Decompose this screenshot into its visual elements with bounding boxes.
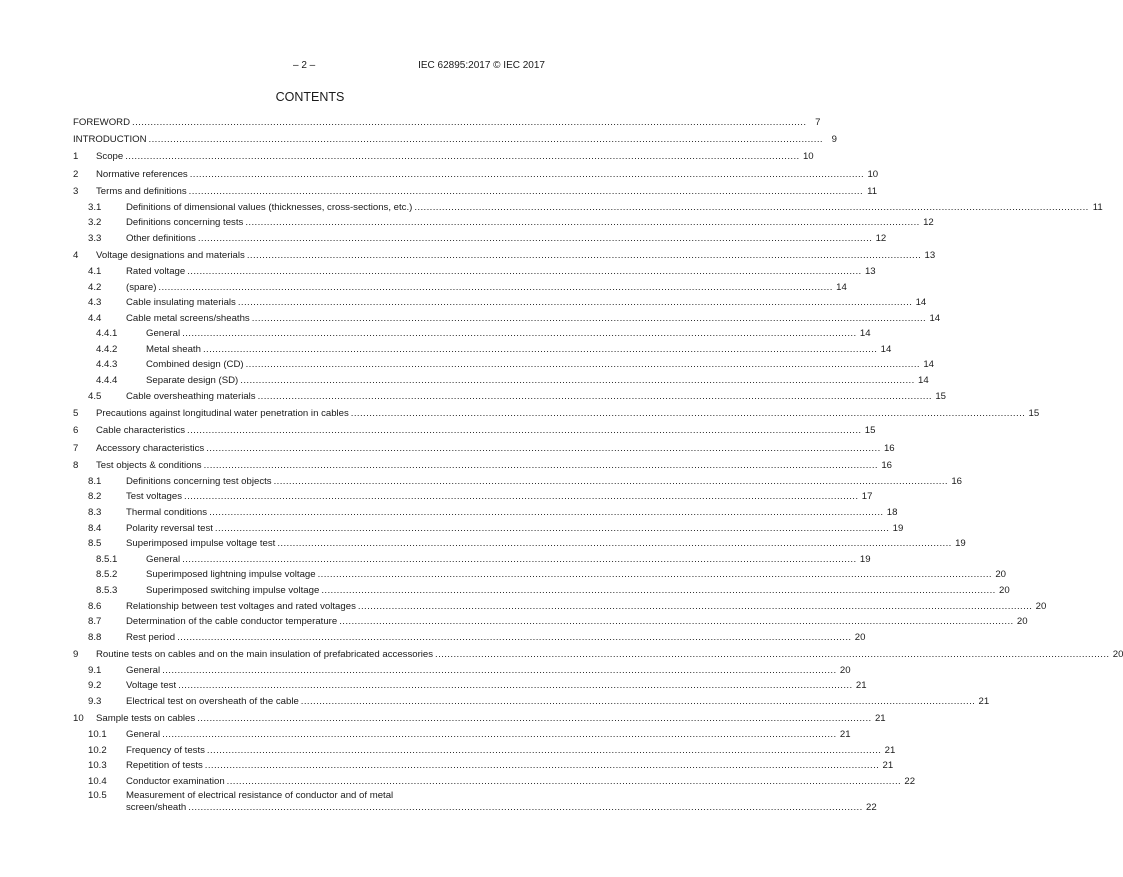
toc-leader-dots: ............................................................................................................................................................................................................................ bbox=[214, 522, 890, 534]
toc-entry-page: 15 bbox=[935, 390, 946, 402]
toc-entry[interactable] bbox=[73, 740, 896, 756]
toc-entry[interactable] bbox=[73, 213, 934, 229]
toc-leader-dots: ............................................................................................................................................................................................................................ bbox=[357, 600, 1033, 612]
toc-entry-page: 7 bbox=[815, 116, 821, 128]
toc-leader-dots: ............................................................................................................................................................................................................................ bbox=[277, 538, 952, 550]
toc-leader-dots: ............................................................................................................................................................................................................................ bbox=[182, 328, 857, 340]
toc-entry[interactable] bbox=[73, 129, 837, 145]
toc-entry-page: 21 bbox=[855, 680, 867, 692]
toc-entry-page: 12 bbox=[923, 217, 934, 229]
toc-entry-number: 9.1 bbox=[88, 664, 102, 676]
toc-entry-page: 17 bbox=[861, 491, 873, 503]
toc-entry[interactable] bbox=[73, 261, 876, 277]
toc-entry-title: General bbox=[146, 553, 181, 565]
toc-entry[interactable] bbox=[73, 756, 894, 772]
toc-leader-dots: ............................................................................................................................................................................................................................ bbox=[203, 460, 878, 472]
toc-entry-number: 10.3 bbox=[88, 760, 107, 772]
toc-entry[interactable] bbox=[73, 612, 1028, 628]
toc-entry-page: 20 bbox=[1035, 600, 1047, 612]
toc-entry-page: 21 bbox=[839, 728, 851, 740]
toc-entry-page: 21 bbox=[882, 760, 894, 772]
toc-entry-title: Sample tests on cables bbox=[96, 713, 196, 725]
toc-entry-number: 10.2 bbox=[88, 744, 107, 756]
toc-entry[interactable] bbox=[73, 787, 877, 813]
toc-entry-number: 3.1 bbox=[88, 201, 102, 213]
toc-entry-page: 14 bbox=[918, 375, 929, 387]
toc-entry-page: 11 bbox=[1092, 201, 1103, 213]
table-of-contents bbox=[73, 112, 1123, 813]
toc-entry-title: Test voltages bbox=[126, 491, 182, 503]
toc-entry[interactable] bbox=[73, 370, 929, 387]
toc-entry-number: 8.4 bbox=[88, 522, 102, 534]
toc-entry-title: Precautions against longitudinal water penetration in cables bbox=[96, 408, 349, 420]
toc-entry-number: 4.4.1 bbox=[96, 328, 118, 340]
toc-entry-number: 4.4.4 bbox=[96, 375, 118, 387]
toc-entry-title: Definitions concerning test objects bbox=[126, 475, 272, 487]
toc-entry[interactable] bbox=[73, 565, 1006, 581]
toc-entry-title: Voltage designations and materials bbox=[96, 250, 245, 262]
toc-entry[interactable] bbox=[73, 627, 866, 643]
toc-entry-page: 22 bbox=[866, 801, 877, 813]
toc-entry-title: Thermal conditions bbox=[126, 507, 208, 519]
page-number: – 2 – bbox=[293, 60, 316, 71]
toc-leader-dots: ............................................................................................................................................................................................................................ bbox=[206, 442, 881, 454]
toc-entry-number: 8.2 bbox=[88, 491, 102, 503]
toc-entry-title: Cable insulating materials bbox=[126, 297, 236, 309]
toc-entry[interactable] bbox=[73, 471, 962, 487]
toc-entry-number: 4.4 bbox=[88, 312, 102, 324]
toc-entry-number: 8 bbox=[73, 460, 79, 472]
toc-entry-number: 8.8 bbox=[88, 631, 102, 643]
toc-leader-dots: ............................................................................................................................................................................................................................ bbox=[197, 713, 872, 725]
toc-entry-number: 3.2 bbox=[88, 217, 102, 229]
toc-entry-title: Routine tests on cables and on the main insulation of prefabricated accessories bbox=[96, 649, 434, 661]
toc-entry-number: 10.4 bbox=[88, 775, 107, 787]
toc-leader-dots: ............................................................................................................................................................................................................................ bbox=[246, 250, 922, 262]
toc-entry-page: 14 bbox=[880, 343, 892, 355]
toc-entry-page: 12 bbox=[875, 232, 887, 244]
toc-entry-title: Measurement of electrical resistance of conductor and of metal bbox=[126, 789, 394, 801]
toc-entry-number: 3.3 bbox=[88, 232, 102, 244]
toc-entry[interactable] bbox=[73, 339, 892, 355]
toc-entry-title-continued: screen/sheath bbox=[126, 801, 187, 813]
toc-entry-title: Definitions concerning tests bbox=[126, 217, 244, 229]
toc-leader-dots: ............................................................................................................................................................................................................................ bbox=[148, 133, 823, 145]
toc-leader-dots: ............................................................................................................................................................................................................................ bbox=[414, 201, 1089, 213]
toc-entry-number: 6 bbox=[73, 425, 79, 437]
toc-entry[interactable] bbox=[73, 771, 916, 787]
toc-entry-title: Determination of the cable conductor temperature bbox=[126, 616, 338, 628]
toc-entry-number: 2 bbox=[73, 168, 79, 180]
toc-entry-number: 9 bbox=[73, 649, 79, 661]
toc-leader-dots: ............................................................................................................................................................................................................................ bbox=[187, 265, 862, 277]
toc-entry-number: 4.1 bbox=[88, 265, 102, 277]
toc-entry-number: 8.7 bbox=[88, 616, 102, 628]
standard-reference: IEC 62895:2017 © IEC 2017 bbox=[418, 60, 545, 71]
toc-entry[interactable] bbox=[73, 308, 941, 324]
toc-entry[interactable] bbox=[73, 709, 886, 725]
toc-entry[interactable] bbox=[73, 596, 1047, 612]
toc-leader-dots: ............................................................................................................................................................................................................................ bbox=[162, 728, 837, 740]
toc-entry-number: 4.3 bbox=[88, 297, 102, 309]
toc-entry-page: 16 bbox=[881, 460, 892, 472]
toc-entry[interactable] bbox=[73, 355, 934, 371]
toc-entry-page: 21 bbox=[978, 695, 990, 707]
toc-entry-number: 8.5.2 bbox=[96, 569, 118, 581]
toc-entry-title: Test objects & conditions bbox=[96, 460, 202, 472]
toc-entry-page: 13 bbox=[864, 265, 876, 277]
toc-leader-dots: ............................................................................................................................................................................................................................ bbox=[197, 232, 873, 244]
toc-entry-page: 22 bbox=[904, 775, 916, 787]
toc-leader-dots: ............................................................................................................................................................................................................................ bbox=[245, 217, 920, 229]
toc-leader-dots: ............................................................................................................................................................................................................................ bbox=[206, 744, 882, 756]
page-title: CONTENTS bbox=[275, 90, 345, 104]
toc-entry-page: 15 bbox=[1028, 408, 1040, 420]
toc-leader-dots: ............................................................................................................................................................................................................................ bbox=[182, 553, 857, 565]
toc-entry-title: Definitions of dimensional values (thicknesses, cross-sections, etc.) bbox=[126, 201, 413, 213]
toc-leader-dots: ............................................................................................................................................................................................................................ bbox=[209, 507, 884, 519]
toc-entry-title: General bbox=[146, 328, 181, 340]
toc-entry-number: 10.5 bbox=[88, 789, 107, 801]
toc-entry-page: 20 bbox=[999, 584, 1010, 596]
toc-entry-title: Conductor examination bbox=[126, 775, 225, 787]
toc-entry-number: 8.5.1 bbox=[96, 553, 118, 565]
toc-entry-page: 20 bbox=[995, 569, 1006, 581]
toc-entry[interactable] bbox=[73, 324, 871, 340]
toc-entry[interactable] bbox=[73, 197, 1103, 213]
toc-entry-page: 14 bbox=[836, 281, 847, 293]
toc-leader-dots: ............................................................................................................................................................................................................................ bbox=[202, 343, 878, 355]
toc-entry-number: 9.2 bbox=[88, 680, 102, 692]
toc-entry-page: 20 bbox=[854, 631, 866, 643]
toc-leader-dots: ............................................................................................................................................................................................................................ bbox=[237, 297, 913, 309]
toc-entry-title: General bbox=[126, 728, 161, 740]
toc-entry-title: Separate design (SD) bbox=[146, 375, 239, 387]
toc-entry[interactable] bbox=[73, 534, 966, 550]
toc-entry[interactable] bbox=[73, 502, 898, 519]
toc-entry-title: Accessory characteristics bbox=[96, 442, 205, 454]
toc-entry-number: 4 bbox=[73, 250, 79, 262]
toc-entry-title: Cable oversheathing materials bbox=[126, 390, 256, 402]
toc-leader-dots: ............................................................................................................................................................................................................................ bbox=[435, 649, 1110, 661]
toc-entry[interactable] bbox=[73, 164, 879, 180]
toc-entry-title: Frequency of tests bbox=[126, 744, 205, 756]
toc-entry-page: 9 bbox=[831, 133, 837, 145]
toc-entry-page: 14 bbox=[915, 297, 927, 309]
toc-entry-number: 8.3 bbox=[88, 507, 102, 519]
toc-entry-page: 20 bbox=[839, 664, 851, 676]
toc-entry-number: 10 bbox=[73, 713, 84, 725]
toc-leader-dots: ............................................................................................................................................................................................................................ bbox=[226, 775, 902, 787]
toc-leader-dots: ............................................................................................................................................................................................................................ bbox=[177, 631, 852, 643]
toc-entry-number: 10.1 bbox=[88, 728, 107, 740]
toc-entry-page: 20 bbox=[1112, 649, 1123, 661]
toc-entry-title: Rest period bbox=[126, 631, 176, 643]
toc-entry-title: Other definitions bbox=[126, 232, 196, 244]
toc-leader-dots: ............................................................................................................................................................................................................................ bbox=[187, 425, 862, 437]
toc-entry-title: Superimposed switching impulse voltage bbox=[146, 584, 320, 596]
toc-entry[interactable] bbox=[73, 438, 895, 454]
toc-entry[interactable] bbox=[73, 246, 936, 262]
toc-entry-page: 14 bbox=[923, 359, 934, 371]
toc-entry-number: 8.6 bbox=[88, 600, 102, 612]
toc-entry-title: Electrical test on oversheath of the cable bbox=[126, 695, 299, 707]
toc-entry[interactable] bbox=[73, 403, 1040, 420]
toc-entry[interactable] bbox=[73, 580, 1010, 596]
toc-entry-page: 19 bbox=[859, 553, 871, 565]
toc-leader-dots: ............................................................................................................................................................................................................................ bbox=[204, 760, 880, 772]
toc-entry-page: 11 bbox=[867, 186, 878, 198]
toc-leader-dots: ............................................................................................................................................................................................................................ bbox=[189, 168, 865, 180]
toc-entry-number: 4.4.2 bbox=[96, 343, 118, 355]
toc-entry-number: 8.5 bbox=[88, 538, 102, 550]
toc-entry[interactable] bbox=[73, 691, 990, 707]
toc-entry[interactable] bbox=[73, 518, 904, 534]
toc-entry-number: 8.5.3 bbox=[96, 584, 118, 596]
toc-entry-title: Polarity reversal test bbox=[126, 522, 213, 534]
toc-entry-title: Superimposed impulse voltage test bbox=[126, 538, 276, 550]
toc-entry-title: Cable characteristics bbox=[96, 425, 186, 437]
toc-entry-number: 7 bbox=[73, 442, 79, 454]
toc-leader-dots: ............................................................................................................................................................................................................................ bbox=[184, 491, 859, 503]
toc-entry[interactable] bbox=[73, 645, 1123, 661]
toc-leader-dots: ............................................................................................................................................................................................................................ bbox=[240, 375, 915, 387]
toc-entry[interactable] bbox=[73, 112, 821, 128]
toc-entry-title: Superimposed lightning impulse voltage bbox=[146, 569, 316, 581]
toc-leader-dots: ............................................................................................................................................................................................................................ bbox=[317, 569, 992, 581]
toc-entry[interactable] bbox=[73, 386, 946, 402]
toc-entry-number: 1 bbox=[73, 151, 79, 163]
toc-entry-number: 4.4.3 bbox=[96, 359, 118, 371]
toc-leader-dots: ............................................................................................................................................................................................................................ bbox=[300, 695, 976, 707]
toc-entry-title: Rated voltage bbox=[126, 265, 186, 277]
toc-entry-number: 4.5 bbox=[88, 390, 102, 402]
toc-leader-dots: ............................................................................................................................................................................................................................ bbox=[245, 359, 920, 371]
toc-entry-page: 10 bbox=[802, 151, 814, 163]
toc-entry-page: 14 bbox=[859, 328, 871, 340]
toc-leader-dots: ............................................................................................................................................................................................................................ bbox=[257, 390, 932, 402]
toc-entry-number: 4.2 bbox=[88, 281, 102, 293]
toc-leader-dots: ............................................................................................................................................................................................................................ bbox=[162, 664, 837, 676]
toc-entry[interactable] bbox=[73, 456, 892, 472]
toc-leader-dots: ............................................................................................................................................................................................................................ bbox=[132, 116, 807, 128]
toc-entry-page: 21 bbox=[874, 713, 886, 725]
toc-leader-dots: ............................................................................................................................................................................................................................ bbox=[339, 616, 1014, 628]
toc-entry-title: Combined design (CD) bbox=[146, 359, 244, 371]
toc-entry-title: Voltage test bbox=[126, 680, 177, 692]
toc-entry-title: General bbox=[126, 664, 161, 676]
toc-entry-title: Relationship between test voltages and rated voltages bbox=[126, 600, 356, 612]
toc-entry[interactable] bbox=[73, 182, 878, 198]
toc-leader-dots: ............................................................................................................................................................................................................................ bbox=[273, 475, 948, 487]
toc-entry-page: 19 bbox=[892, 522, 904, 534]
toc-leader-dots: ............................................................................................................................................................................................................................ bbox=[188, 801, 863, 813]
toc-entry-title: Scope bbox=[96, 151, 124, 163]
toc-leader-dots: ............................................................................................................................................................................................................................ bbox=[178, 680, 853, 692]
toc-leader-dots: ............................................................................................................................................................................................................................ bbox=[251, 312, 927, 324]
toc-entry-number: 8.1 bbox=[88, 475, 102, 487]
toc-entry-title: Terms and definitions bbox=[96, 186, 187, 198]
toc-leader-dots: ............................................................................................................................................................................................................................ bbox=[350, 408, 1026, 420]
toc-entry-number: 3 bbox=[73, 186, 79, 198]
toc-entry-title: INTRODUCTION bbox=[73, 133, 147, 145]
toc-entry[interactable] bbox=[73, 147, 814, 163]
toc-entry[interactable] bbox=[73, 676, 867, 692]
toc-entry-page: 16 bbox=[883, 442, 895, 454]
toc-entry-page: 14 bbox=[929, 312, 941, 324]
toc-entry-page: 18 bbox=[886, 507, 898, 519]
toc-entry-title: Metal sheath bbox=[146, 343, 201, 355]
toc-leader-dots: ............................................................................................................................................................................................................................ bbox=[158, 281, 833, 293]
toc-entry-number: 9.3 bbox=[88, 695, 102, 707]
toc-entry-page: 16 bbox=[951, 475, 962, 487]
toc-entry-title: Normative references bbox=[96, 168, 188, 180]
toc-entry-title: Cable metal screens/sheaths bbox=[126, 312, 250, 324]
toc-entry-page: 21 bbox=[884, 744, 896, 756]
toc-entry-page: 20 bbox=[1016, 616, 1028, 628]
toc-entry[interactable] bbox=[73, 487, 873, 503]
toc-entry[interactable] bbox=[73, 293, 927, 309]
toc-leader-dots: ............................................................................................................................................................................................................................ bbox=[321, 584, 996, 596]
toc-entry[interactable] bbox=[73, 549, 871, 565]
toc-entry-title: FOREWORD bbox=[73, 116, 131, 128]
toc-entry[interactable] bbox=[73, 228, 887, 244]
toc-entry[interactable] bbox=[73, 421, 876, 437]
toc-entry[interactable] bbox=[73, 660, 851, 676]
toc-entry-number: 5 bbox=[73, 408, 79, 420]
toc-entry-title: (spare) bbox=[126, 281, 157, 293]
toc-leader-dots: ............................................................................................................................................................................................................................ bbox=[125, 151, 800, 163]
toc-entry-page: 19 bbox=[955, 538, 966, 550]
toc-entry-page: 13 bbox=[924, 250, 936, 262]
toc-entry[interactable] bbox=[73, 277, 847, 293]
toc-entry[interactable] bbox=[73, 724, 851, 740]
toc-leader-dots: ............................................................................................................................................................................................................................ bbox=[188, 186, 864, 198]
toc-entry-page: 10 bbox=[867, 168, 879, 180]
toc-entry-title: Repetition of tests bbox=[126, 760, 203, 772]
toc-entry-page: 15 bbox=[864, 425, 876, 437]
